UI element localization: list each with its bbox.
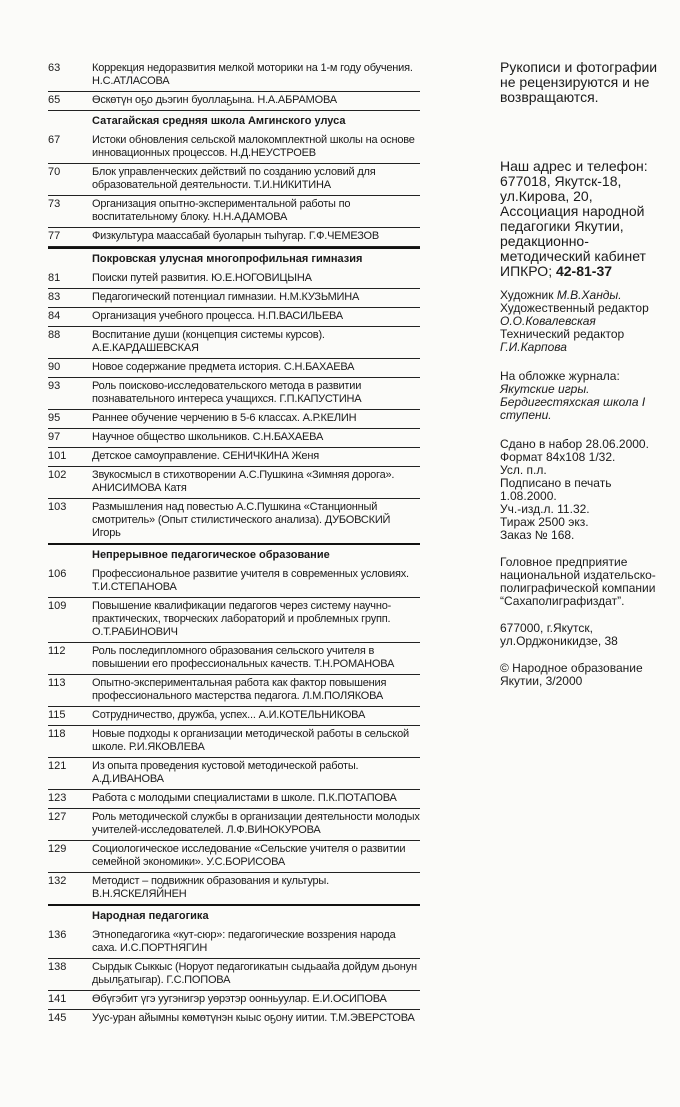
artist-name: М.В.Ханды. bbox=[556, 288, 622, 302]
page-number: 67 bbox=[48, 134, 61, 146]
toc-entry bbox=[48, 359, 420, 378]
imprint-line: Усл. п.л. bbox=[500, 463, 547, 477]
section-heading: Сатагайская средняя школа Амгинского улуса bbox=[92, 115, 346, 127]
toc-entry bbox=[48, 270, 420, 289]
toc-entry bbox=[48, 790, 420, 809]
toc-entry bbox=[48, 429, 420, 448]
artist-label: Художник bbox=[500, 288, 554, 302]
entry-title: Уус-уран айымны көмөтүнэн кыыс оҕону иитии. Т.М.ЭВЕРСТОВА bbox=[92, 1012, 415, 1024]
manuscripts-notice: Рукописи и фотографии не рецензируются и не возвращаются. bbox=[500, 59, 658, 105]
entry-title: Сотрудничество, дружба, успех... А.И.КОТЕЛЬНИКОВА bbox=[92, 709, 366, 721]
entry-title: Блок управленческих действий по созданию условий для образовательной деятельности. Т.И.НИКИТИНА bbox=[92, 166, 376, 191]
toc-entry bbox=[48, 643, 420, 675]
page-number: 70 bbox=[48, 166, 61, 178]
cover-label: На обложке журнала: bbox=[500, 369, 620, 383]
entry-title: Новые подходы к организации методической работы в сельской школе. Р.И.ЯКОВЛЕВА bbox=[92, 728, 409, 753]
section-heading: Народная педагогика bbox=[48, 904, 420, 927]
toc-entry bbox=[48, 959, 420, 991]
page-number: 112 bbox=[48, 645, 66, 657]
section-heading: Непрерывное педагогическое образование bbox=[48, 543, 420, 566]
art-editor-name: О.О.Ковалевская bbox=[500, 314, 596, 328]
toc-entry bbox=[48, 196, 420, 228]
entry-title: Өбүгэбит үгэ уугэнигэр уөрэтэр оонньуулар. Е.И.ОСИПОВА bbox=[92, 993, 387, 1005]
page-number: 121 bbox=[48, 760, 67, 772]
entry-title: Организация опытно-экспериментальной работы по воспитательному блоку. Н.Н.АДАМОВА bbox=[92, 198, 351, 223]
print-details bbox=[500, 438, 670, 542]
page-number: 90 bbox=[48, 361, 61, 373]
page-number: 101 bbox=[48, 450, 67, 462]
entry-title: Роль последипломного образования сельского учителя в повышении его профессиональных качеств. Т.Н.РОМАНОВА bbox=[92, 645, 395, 670]
page-number: 88 bbox=[48, 329, 61, 341]
page-number: 127 bbox=[48, 811, 67, 823]
toc-entry bbox=[48, 873, 420, 904]
page-number: 73 bbox=[48, 198, 61, 210]
cover-info bbox=[500, 370, 670, 422]
entry-title: Этнопедагогика «кут-сюр»: педагогические воззрения народа саха. И.С.ПОРТНЯГИН bbox=[92, 929, 396, 954]
entry-title: Звукосмысл в стихотворении А.С.Пушкина «Зимняя дорога». АНИСИМОВА Катя bbox=[92, 469, 395, 494]
tech-editor bbox=[500, 328, 670, 354]
toc-entry bbox=[48, 308, 420, 327]
page-number: 97 bbox=[48, 431, 61, 443]
toc-entry bbox=[48, 991, 420, 1010]
toc-entry bbox=[48, 841, 420, 873]
art-editor bbox=[500, 302, 670, 328]
toc-entry bbox=[48, 499, 420, 543]
table-of-contents bbox=[48, 60, 420, 1028]
page-number: 141 bbox=[48, 993, 67, 1005]
toc-entry bbox=[48, 410, 420, 429]
toc-entry bbox=[48, 228, 420, 247]
toc-entry bbox=[48, 809, 420, 841]
page-number: 138 bbox=[48, 961, 67, 973]
toc-entry bbox=[48, 467, 420, 499]
toc-entry bbox=[48, 378, 420, 410]
page-number: 84 bbox=[48, 310, 61, 322]
imprint-line: Сдано в набор 28.06.2000. bbox=[500, 437, 649, 451]
entry-title: Поиски путей развития. Ю.Е.НОГОВИЦЫНА bbox=[92, 272, 312, 284]
imprint-line: Уч.-изд.л. 11.32. bbox=[500, 502, 590, 516]
page-number: 95 bbox=[48, 412, 61, 424]
toc-entry bbox=[48, 1010, 420, 1028]
imprint-line: Тираж 2500 экз. bbox=[500, 515, 589, 529]
page-number: 83 bbox=[48, 291, 61, 303]
page-number: 103 bbox=[48, 501, 67, 513]
address-text: Наш адрес и телефон: 677018, Якутск-18, ул.Кирова, 20, Ассоциация народной педагогики Якутии, редакционно-методический кабинет ИПКРО; bbox=[500, 158, 648, 279]
toc-entry bbox=[48, 566, 420, 598]
toc-entry bbox=[48, 927, 420, 959]
entry-title: Работа с молодыми специалистами в школе. П.К.ПОТАПОВА bbox=[92, 792, 397, 804]
page-number: 65 bbox=[48, 94, 61, 106]
entry-title: Роль поисково-исследовательского метода в развитии познавательного интереса учащихся. Г.П.КАПУСТИНА bbox=[92, 380, 362, 405]
page-number: 115 bbox=[48, 709, 66, 721]
page-number: 63 bbox=[48, 62, 61, 74]
copyright: © Народное образование Якутии, 3/2000 bbox=[500, 661, 643, 688]
toc-entry bbox=[48, 289, 420, 308]
entry-title: Раннее обучение черчению в 5-6 классах. А.Р.КЕЛИН bbox=[92, 412, 357, 424]
page-number: 93 bbox=[48, 380, 61, 392]
page-number: 132 bbox=[48, 875, 67, 887]
page-number: 129 bbox=[48, 843, 67, 855]
editorial-info bbox=[500, 60, 670, 688]
entry-title: Методист – подвижник образования и культуры. В.Н.ЯСКЕЛЯЙНЕН bbox=[92, 875, 329, 900]
page-number: 102 bbox=[48, 469, 67, 481]
page-number: 118 bbox=[48, 728, 66, 740]
entry-title: Воспитание души (концепция системы курсов). А.Е.КАРДАШЕВСКАЯ bbox=[92, 329, 325, 354]
page-number: 109 bbox=[48, 600, 67, 612]
toc-entry bbox=[48, 132, 420, 164]
section-heading: Покровская улусная многопрофильная гимназия bbox=[48, 247, 420, 270]
entry-title: Коррекция недоразвития мелкой моторики на 1-м году обучения. Н.С.АТЛАСОВА bbox=[92, 62, 413, 87]
entry-title: Сырдык Сыккыс (Норуот педагогикатын сыдьаайа дойдум дьонун дьылҕатыгар). Г.С.ПОПОВА bbox=[92, 961, 417, 986]
toc-entry bbox=[48, 707, 420, 726]
cover-text: Якутские игры. Бердигестяхская школа I ступени. bbox=[500, 382, 646, 422]
tech-editor-label: Технический редактор bbox=[500, 327, 625, 341]
entry-title: Педагогический потенциал гимназии. Н.М.КУЗЬМИНА bbox=[92, 291, 360, 303]
imprint-line: Формат 84x108 1/32. bbox=[500, 450, 616, 464]
entry-title: Социологическое исследование «Сельские учителя о развитии семейной экономики». У.С.БОРИСОВА bbox=[92, 843, 406, 868]
toc-entry bbox=[48, 726, 420, 758]
toc-entry bbox=[48, 448, 420, 467]
phone: 42-81-37 bbox=[555, 263, 613, 279]
toc-entry bbox=[48, 758, 420, 790]
page-number: 113 bbox=[48, 677, 66, 689]
imprint-line: Подписано в печать 1.08.2000. bbox=[500, 476, 612, 503]
tech-editor-name: Г.И.Карпова bbox=[500, 340, 567, 354]
address bbox=[500, 159, 670, 279]
toc-entry bbox=[48, 327, 420, 359]
entry-title: Өскөтүн оҕо дьэгин буоллаҕына. Н.А.АБРАМОВА bbox=[92, 94, 337, 106]
entry-title: Организация учебного процесса. Н.П.ВАСИЛЬЕВА bbox=[92, 310, 343, 322]
entry-title: Размышления над повестью А.С.Пушкина «Станционный смотритель» (Опыт стилистического анализа). ДУБОВСКИЙ Игорь bbox=[92, 501, 391, 539]
entry-title: Научное общество школьников. С.Н.БАХАЕВА bbox=[92, 431, 324, 443]
entry-title: Роль методической службы в организации деятельности молодых учителей-исследователей. Л.Ф.ВИНОКУРОВА bbox=[92, 811, 420, 836]
printer-address: 677000, г.Якутск, ул.Орджоникидзе, 38 bbox=[500, 621, 618, 648]
entry-title: Опытно-экспериментальная работа как фактор повышения профессионального мастерства педагога. Л.М.ПОЛЯКОВА bbox=[92, 677, 387, 702]
toc-entry bbox=[48, 675, 420, 707]
toc-entry bbox=[48, 92, 420, 111]
entry-title: Из опыта проведения кустовой методической работы. А.Д.ИВАНОВА bbox=[92, 760, 359, 785]
entry-title: Профессиональное развитие учителя в современных условиях. Т.И.СТЕПАНОВА bbox=[92, 568, 409, 593]
toc-entry bbox=[48, 60, 420, 92]
page-number: 123 bbox=[48, 792, 67, 804]
entry-title: Истоки обновления сельской малокомплектной школы на основе инновационных процессов. Н.Д.НЕУСТРОЕВ bbox=[92, 134, 415, 159]
art-editor-label: Художественный редактор bbox=[500, 301, 649, 315]
page-number: 81 bbox=[48, 272, 61, 284]
page-number: 77 bbox=[48, 230, 61, 242]
entry-title: Физкультура маассабай буоларын тыһугар. Г.Ф.ЧЕМЕЗОВ bbox=[92, 230, 380, 242]
toc-entry bbox=[48, 164, 420, 196]
toc-entry bbox=[48, 598, 420, 643]
entry-title: Новое содержание предмета история. С.Н.БАХАЕВА bbox=[92, 361, 355, 373]
entry-title: Детское самоуправление. СЕНИЧКИНА Женя bbox=[92, 450, 319, 462]
page-number: 145 bbox=[48, 1012, 67, 1024]
printer: Головное предприятие национальной издательско-полиграфической компании “Сахаполиграфиздат”. bbox=[500, 555, 656, 608]
page-number: 106 bbox=[48, 568, 67, 580]
page-number: 136 bbox=[48, 929, 67, 941]
imprint-line: Заказ № 168. bbox=[500, 528, 575, 542]
entry-title: Повышение квалификации педагогов через систему научно-практических, творческих лабораторий и проблемных групп. О.Т.РАБИНОВИЧ bbox=[92, 600, 392, 638]
